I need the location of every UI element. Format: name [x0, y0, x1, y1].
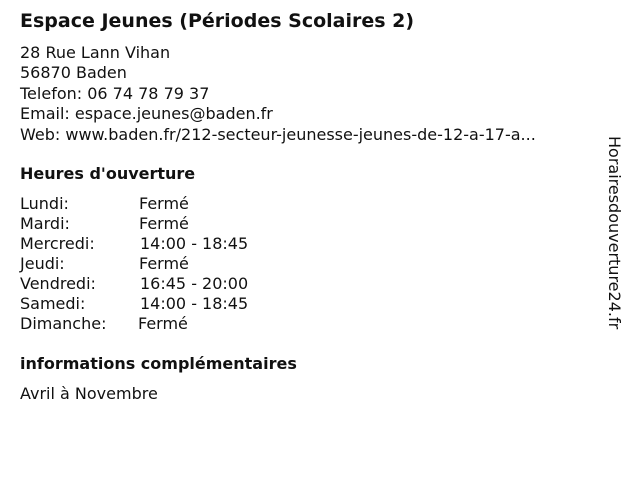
day-hours: 14:00 - 18:45	[140, 234, 249, 253]
phone-line: Telefon: 06 74 78 79 37	[20, 83, 210, 103]
day-hours: Fermé	[139, 214, 189, 233]
day-label: Dimanche:	[20, 314, 107, 333]
additional-info-text: Avril à Novembre	[20, 384, 158, 403]
day-hours: Fermé	[138, 314, 188, 333]
day-label: Lundi:	[20, 194, 69, 213]
city-postal: 56870 Baden	[20, 63, 127, 83]
additional-info-heading: informations complémentaires	[20, 354, 297, 373]
day-hours: 16:45 - 20:00	[140, 274, 249, 293]
day-hours: Fermé	[139, 254, 189, 273]
email-line: Email: espace.jeunes@baden.fr	[20, 104, 273, 124]
day-hours: Fermé	[139, 194, 189, 213]
day-hours: 14:00 - 18:45	[140, 294, 249, 313]
page-title: Espace Jeunes (Périodes Scolaires 2)	[20, 10, 415, 32]
day-label: Jeudi:	[20, 254, 65, 273]
contact-block	[20, 43, 536, 145]
opening-hours-heading: Heures d'ouverture	[20, 164, 196, 183]
street-address: 28 Rue Lann Vihan	[20, 43, 171, 62]
day-label: Samedi:	[20, 294, 86, 313]
site-brand-vertical: Horairesdouverture24.fr	[605, 136, 624, 330]
day-label: Mercredi:	[20, 234, 95, 253]
day-label: Mardi:	[20, 214, 70, 233]
web-line: Web: www.baden.fr/212-secteur-jeunesse-jeunes-de-12-a-17-a...	[20, 124, 536, 144]
day-label: Vendredi:	[20, 274, 96, 293]
